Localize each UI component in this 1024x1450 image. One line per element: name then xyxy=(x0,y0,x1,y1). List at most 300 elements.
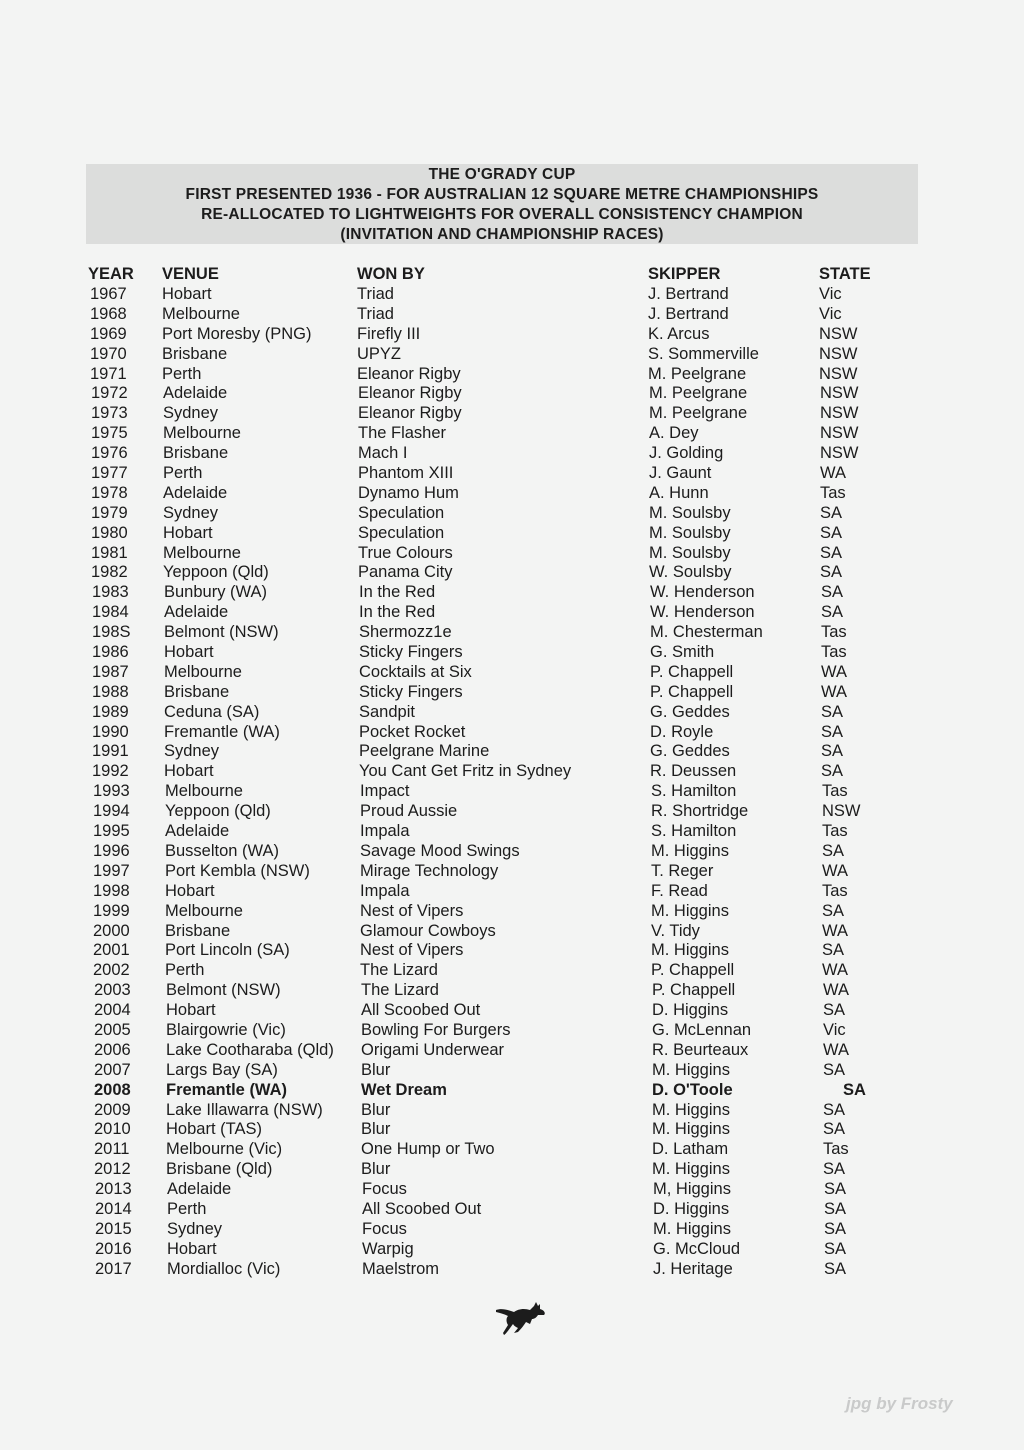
cell-won-by: Focus xyxy=(362,1180,407,1199)
cell-state: NSW xyxy=(820,404,859,423)
table-row xyxy=(88,862,918,882)
table-row xyxy=(88,404,918,424)
cell-won-by: Eleanor Rigby xyxy=(358,384,462,403)
cell-won-by: Maelstrom xyxy=(362,1259,440,1278)
cell-venue: Melbourne xyxy=(165,901,243,920)
cell-venue: Port Moresby (PNG) xyxy=(162,324,312,343)
cell-state: SA xyxy=(824,1259,847,1278)
cell-skipper: J. Heritage xyxy=(653,1259,733,1278)
cell-skipper: V. Tidy xyxy=(651,921,700,940)
cell-won-by: Eleanor Rigby xyxy=(358,404,462,423)
cell-won-by: The Lizard xyxy=(361,981,439,1000)
table-row xyxy=(88,762,918,782)
table-row xyxy=(88,981,918,1001)
cell-skipper: K. Arcus xyxy=(648,324,710,343)
cell-state: SA xyxy=(820,563,843,582)
cell-year: 2010 xyxy=(94,1120,131,1139)
table-row xyxy=(88,1081,918,1101)
cell-year: 2011 xyxy=(94,1140,130,1159)
cell-state: Vic xyxy=(819,285,842,303)
cell-state: Tas xyxy=(820,483,846,502)
cell-venue: Hobart xyxy=(163,523,213,542)
table-row xyxy=(88,1260,918,1280)
cell-year: 1981 xyxy=(91,543,128,562)
cell-skipper: G. McCloud xyxy=(653,1239,741,1258)
cell-skipper: D. O'Toole xyxy=(652,1080,733,1099)
table-row xyxy=(88,1041,918,1061)
cell-state: NSW xyxy=(819,364,858,383)
table-row xyxy=(88,961,918,981)
kangaroo-icon xyxy=(494,1300,548,1336)
cell-venue: Blairgowrie (Vic) xyxy=(166,1020,286,1039)
table-row xyxy=(88,1200,918,1220)
cell-skipper: M. Higgins xyxy=(652,1120,730,1139)
cell-venue: Hobart xyxy=(164,762,214,781)
table-row xyxy=(88,1240,918,1260)
cell-year: 2007 xyxy=(94,1060,131,1079)
cell-year: 1992 xyxy=(92,762,129,781)
cell-year: 1989 xyxy=(92,702,129,721)
cell-year: 1998 xyxy=(93,881,130,900)
cell-skipper: P. Chappell xyxy=(650,662,734,681)
cell-won-by: Impact xyxy=(360,782,410,801)
cell-year: 2004 xyxy=(94,1001,131,1020)
column-header-won-by: WON BY xyxy=(357,265,425,283)
cell-skipper: J. Golding xyxy=(649,444,724,463)
cell-state: Tas xyxy=(822,782,848,801)
cell-venue: Brisbane xyxy=(164,682,230,701)
table-row xyxy=(88,623,918,643)
table-row xyxy=(88,563,918,583)
table-row xyxy=(88,504,918,524)
cell-won-by: The Flasher xyxy=(358,424,447,443)
column-header-skipper: SKIPPER xyxy=(648,265,721,283)
cell-skipper: R. Shortridge xyxy=(651,802,749,821)
cell-venue: Adelaide xyxy=(163,384,228,403)
cell-venue: Sydney xyxy=(164,742,220,761)
cell-state: SA xyxy=(824,1199,847,1218)
cell-state: WA xyxy=(822,861,848,880)
cell-won-by: Sticky Fingers xyxy=(359,682,463,701)
cell-state: SA xyxy=(822,841,845,860)
cell-year: 2006 xyxy=(94,1040,131,1059)
column-header-state: STATE xyxy=(819,265,871,283)
cell-won-by: Impala xyxy=(360,822,410,841)
cell-state: SA xyxy=(821,722,844,741)
cell-venue: Lake Illawarra (NSW) xyxy=(166,1100,323,1119)
cell-won-by: Shermozz1e xyxy=(359,623,452,642)
cell-venue: Adelaide xyxy=(165,822,230,841)
cell-won-by: Mach I xyxy=(358,444,408,463)
cell-won-by: Firefly III xyxy=(357,324,421,343)
cell-skipper: J. Gaunt xyxy=(649,464,712,483)
cell-state: SA xyxy=(821,603,844,622)
table-row xyxy=(88,325,918,345)
cell-year: 1984 xyxy=(92,603,129,622)
cell-skipper: J. Bertrand xyxy=(648,285,729,303)
cell-won-by: Nest of Vipers xyxy=(360,941,464,960)
cell-venue: Melbourne xyxy=(162,304,240,323)
cell-venue: Hobart xyxy=(164,643,214,662)
cell-state: WA xyxy=(820,464,846,483)
cell-won-by: Panama City xyxy=(358,563,453,582)
table-row xyxy=(88,1140,918,1160)
cell-venue: Mordialloc (Vic) xyxy=(167,1259,281,1278)
cell-year: 1979 xyxy=(91,503,128,522)
cell-won-by: Pocket Rocket xyxy=(359,722,466,741)
cell-state: WA xyxy=(821,662,847,681)
table-header-row xyxy=(88,264,918,285)
title-line-3: RE-ALLOCATED TO LIGHTWEIGHTS FOR OVERALL CONSISTENCY CHAMPION xyxy=(201,206,803,223)
cell-skipper: S. Sommerville xyxy=(648,344,759,363)
cell-won-by: Triad xyxy=(357,304,394,323)
cell-skipper: M. Higgins xyxy=(652,1160,730,1179)
cell-year: 2003 xyxy=(94,981,131,1000)
cell-state: SA xyxy=(824,1239,847,1258)
cell-won-by: Sandpit xyxy=(359,702,415,721)
cell-venue: Belmont (NSW) xyxy=(166,981,281,1000)
table-row xyxy=(88,1001,918,1021)
cell-venue: Perth xyxy=(163,464,203,483)
cell-state: SA xyxy=(823,1001,846,1020)
cell-venue: Melbourne xyxy=(163,543,241,562)
cell-skipper: R. Deussen xyxy=(650,762,737,781)
cell-state: SA xyxy=(821,762,844,781)
cell-year: 2001 xyxy=(93,941,130,960)
table-row xyxy=(88,902,918,922)
cell-skipper: M. Higgins xyxy=(651,841,729,860)
cell-year: 1999 xyxy=(93,901,130,920)
table-body xyxy=(88,285,918,1280)
table-row xyxy=(88,583,918,603)
table-row xyxy=(88,643,918,663)
cell-year: 1995 xyxy=(93,822,130,841)
cell-year: 1980 xyxy=(91,523,128,542)
cell-venue: Sydney xyxy=(163,404,219,423)
column-header-venue: VENUE xyxy=(162,265,219,283)
cell-year: 1988 xyxy=(92,682,129,701)
cell-state: WA xyxy=(823,981,849,1000)
cell-state: SA xyxy=(821,742,844,761)
cell-state: SA xyxy=(822,901,845,920)
cell-year: 1969 xyxy=(90,324,127,343)
cell-venue: Melbourne (Vic) xyxy=(166,1140,283,1159)
cell-won-by: In the Red xyxy=(359,583,436,602)
table-row xyxy=(88,802,918,822)
cell-year: 2000 xyxy=(93,921,130,940)
cell-won-by: Nest of Vipers xyxy=(360,901,464,920)
cell-skipper: G. Geddes xyxy=(650,742,730,761)
table-row xyxy=(88,345,918,365)
cell-skipper: G. McLennan xyxy=(652,1020,752,1039)
cell-state: SA xyxy=(824,1219,847,1238)
cell-won-by: All Scoobed Out xyxy=(362,1199,482,1218)
cell-skipper: M. Higgins xyxy=(652,1060,730,1079)
table-row xyxy=(88,742,918,762)
cell-won-by: Proud Aussie xyxy=(360,802,458,821)
cell-venue: Brisbane xyxy=(165,921,231,940)
cell-venue: Busselton (WA) xyxy=(165,841,280,860)
cell-state: Tas xyxy=(821,643,847,662)
cell-skipper: M. Higgins xyxy=(651,901,729,920)
cell-state: SA xyxy=(823,1120,846,1139)
cell-venue: Lake Cootharaba (Qld) xyxy=(166,1040,334,1059)
cell-venue: Hobart xyxy=(167,1239,217,1258)
winners-table xyxy=(88,264,918,1280)
cell-skipper: P. Chappell xyxy=(652,981,736,1000)
cell-skipper: A. Dey xyxy=(649,424,699,443)
cell-skipper: A. Hunn xyxy=(649,483,709,502)
cell-won-by: Cocktails at Six xyxy=(359,662,472,681)
cell-year: 2012 xyxy=(94,1160,131,1179)
cell-won-by: Impala xyxy=(360,881,410,900)
cell-skipper: P. Chappell xyxy=(650,682,734,701)
cell-year: 1973 xyxy=(91,404,128,423)
cell-year: 198S xyxy=(92,623,131,642)
cell-venue: Melbourne xyxy=(163,424,241,443)
table-row xyxy=(88,782,918,802)
cell-won-by: Mirage Technology xyxy=(360,861,499,880)
cell-won-by: Blur xyxy=(361,1160,391,1179)
cell-skipper: W. Soulsby xyxy=(649,563,732,582)
cell-skipper: M. Chesterman xyxy=(650,623,763,642)
table-row xyxy=(88,384,918,404)
cell-year: 2013 xyxy=(95,1180,132,1199)
cell-state: NSW xyxy=(820,444,859,463)
cell-year: 1996 xyxy=(93,841,130,860)
table-row xyxy=(88,603,918,623)
title-line-1: THE O'GRADY CUP xyxy=(428,166,576,183)
cell-state: NSW xyxy=(820,424,859,443)
cell-year: 1978 xyxy=(91,483,128,502)
cell-state: Vic xyxy=(823,1020,846,1039)
cell-won-by: Blur xyxy=(361,1060,391,1079)
table-row xyxy=(88,444,918,464)
cell-state: SA xyxy=(821,583,844,602)
cell-skipper: D. Latham xyxy=(652,1140,729,1159)
cell-skipper: G. Geddes xyxy=(650,702,730,721)
cell-year: 2014 xyxy=(95,1199,132,1218)
cell-skipper: G. Smith xyxy=(650,643,715,662)
cell-year: 1990 xyxy=(92,722,129,741)
table-row xyxy=(88,484,918,504)
table-row xyxy=(88,365,918,385)
cell-won-by: Savage Mood Swings xyxy=(360,841,520,860)
cell-won-by: UPYZ xyxy=(357,344,402,363)
cell-venue: Adelaide xyxy=(164,603,229,622)
table-row xyxy=(88,703,918,723)
cell-venue: Port Kembla (NSW) xyxy=(165,861,310,880)
cell-state: Tas xyxy=(822,822,848,841)
cell-skipper: T. Reger xyxy=(651,861,714,880)
cell-won-by: Dynamo Hum xyxy=(358,483,459,502)
cell-year: 2015 xyxy=(95,1219,132,1238)
cell-year: 1997 xyxy=(93,861,130,880)
cell-won-by: All Scoobed Out xyxy=(361,1001,481,1020)
cell-year: 1994 xyxy=(93,802,130,821)
cell-venue: Sydney xyxy=(163,503,219,522)
cell-year: 1967 xyxy=(90,285,127,303)
table-row xyxy=(88,842,918,862)
cell-venue: Ceduna (SA) xyxy=(164,702,260,721)
cell-venue: Sydney xyxy=(167,1219,223,1238)
cell-state: NSW xyxy=(820,384,859,403)
cell-venue: Brisbane xyxy=(163,444,229,463)
cell-state: WA xyxy=(823,1040,849,1059)
cell-year: 2005 xyxy=(94,1020,131,1039)
cell-venue: Perth xyxy=(162,364,202,383)
cell-skipper: D. Higgins xyxy=(653,1199,730,1218)
title-line-4: (INVITATION AND CHAMPIONSHIP RACES) xyxy=(340,226,664,243)
column-header-year: YEAR xyxy=(88,265,134,283)
cell-won-by: Speculation xyxy=(358,503,445,522)
table-row xyxy=(88,922,918,942)
cell-year: 1982 xyxy=(91,563,128,582)
cell-won-by: You Cant Get Fritz in Sydney xyxy=(359,762,572,781)
cell-year: 1993 xyxy=(93,782,130,801)
cell-won-by: Phantom XIII xyxy=(358,464,454,483)
cell-venue: Hobart xyxy=(166,1001,216,1020)
cell-state: NSW xyxy=(819,324,858,343)
cell-skipper: J. Bertrand xyxy=(648,304,729,323)
cell-skipper: D. Royle xyxy=(650,722,714,741)
cell-year: 1991 xyxy=(92,742,129,761)
cell-state: SA xyxy=(823,1060,846,1079)
cell-venue: Brisbane xyxy=(162,344,228,363)
cell-venue: Belmont (NSW) xyxy=(164,623,279,642)
cell-state: SA xyxy=(823,1100,846,1119)
cell-venue: Hobart xyxy=(162,285,212,303)
cell-year: 1972 xyxy=(91,384,128,403)
table-row xyxy=(88,305,918,325)
cell-venue: Perth xyxy=(165,961,205,980)
cell-state: WA xyxy=(822,961,848,980)
cell-year: 2017 xyxy=(95,1259,132,1278)
table-row xyxy=(88,285,918,305)
cell-skipper: M. Peelgrane xyxy=(649,384,748,403)
cell-venue: Melbourne xyxy=(164,662,242,681)
cell-state: SA xyxy=(843,1080,866,1099)
cell-venue: Adelaide xyxy=(167,1180,232,1199)
cell-year: 1971 xyxy=(90,364,127,383)
cell-venue: Largs Bay (SA) xyxy=(166,1060,278,1079)
cell-won-by: Sticky Fingers xyxy=(359,643,463,662)
cell-skipper: M. Peelgrane xyxy=(648,364,747,383)
cell-state: SA xyxy=(820,503,843,522)
cell-won-by: The Lizard xyxy=(360,961,438,980)
cell-year: 1970 xyxy=(90,344,127,363)
cell-skipper: R. Beurteaux xyxy=(652,1040,749,1059)
title-line-2: FIRST PRESENTED 1936 - FOR AUSTRALIAN 12 SQUARE METRE CHAMPIONSHIPS xyxy=(185,186,819,203)
table-row xyxy=(88,822,918,842)
cell-year: 2009 xyxy=(94,1100,131,1119)
cell-won-by: Bowling For Burgers xyxy=(361,1020,511,1039)
cell-venue: Hobart (TAS) xyxy=(166,1120,262,1139)
cell-venue: Hobart xyxy=(165,881,215,900)
cell-skipper: M. Soulsby xyxy=(649,543,731,562)
cell-skipper: D. Higgins xyxy=(652,1001,729,1020)
cell-venue: Port Lincoln (SA) xyxy=(165,941,290,960)
table-row xyxy=(88,544,918,564)
cell-skipper: M. Higgins xyxy=(653,1219,731,1238)
cell-state: Vic xyxy=(819,304,842,323)
cell-venue: Yeppoon (Qld) xyxy=(165,802,271,821)
cell-venue: Brisbane (Qld) xyxy=(166,1160,273,1179)
cell-venue: Yeppoon (Qld) xyxy=(163,563,269,582)
cell-won-by: In the Red xyxy=(359,603,436,622)
cell-state: SA xyxy=(824,1180,847,1199)
cell-skipper: S. Hamilton xyxy=(651,822,737,841)
table-row xyxy=(88,663,918,683)
cell-skipper: P. Chappell xyxy=(651,961,735,980)
table-row xyxy=(88,882,918,902)
cell-state: SA xyxy=(822,941,845,960)
table-row xyxy=(88,424,918,444)
cell-won-by: Warpig xyxy=(362,1239,414,1258)
cell-won-by: Focus xyxy=(362,1219,407,1238)
cell-venue: Perth xyxy=(167,1199,207,1218)
cell-won-by: Eleanor Rigby xyxy=(357,364,461,383)
cell-won-by: Triad xyxy=(357,285,394,303)
cell-won-by: Blur xyxy=(361,1120,391,1139)
table-row xyxy=(88,1061,918,1081)
photo-credit: jpg by Frosty xyxy=(846,1394,953,1413)
cell-year: 1987 xyxy=(92,662,129,681)
cell-skipper: M. Higgins xyxy=(652,1100,730,1119)
cell-won-by: Speculation xyxy=(358,523,445,542)
cell-year: 2002 xyxy=(93,961,130,980)
cell-venue: Fremantle (WA) xyxy=(164,722,280,741)
cell-state: Tas xyxy=(823,1140,849,1159)
table-row xyxy=(88,1120,918,1140)
cell-skipper: W. Henderson xyxy=(650,603,755,622)
table-row xyxy=(88,941,918,961)
cell-state: SA xyxy=(823,1160,846,1179)
cell-skipper: W. Henderson xyxy=(650,583,755,602)
cell-won-by: Glamour Cowboys xyxy=(360,921,496,940)
cell-won-by: True Colours xyxy=(358,543,453,562)
cell-skipper: M. Peelgrane xyxy=(649,404,748,423)
cell-won-by: Wet Dream xyxy=(361,1080,447,1099)
cell-skipper: S. Hamilton xyxy=(651,782,737,801)
cell-year: 1968 xyxy=(90,304,127,323)
cell-year: 2016 xyxy=(95,1239,132,1258)
cell-state: WA xyxy=(821,682,847,701)
cell-state: SA xyxy=(821,702,844,721)
cell-skipper: M. Soulsby xyxy=(649,503,731,522)
cell-won-by: Peelgrane Marine xyxy=(359,742,490,761)
cell-state: SA xyxy=(820,543,843,562)
table-row xyxy=(88,1180,918,1200)
cell-venue: Melbourne xyxy=(165,782,243,801)
cell-skipper: F. Read xyxy=(651,881,708,900)
cell-year: 1986 xyxy=(92,643,129,662)
cell-venue: Bunbury (WA) xyxy=(164,583,267,602)
table-row xyxy=(88,1021,918,1041)
cell-skipper: M. Soulsby xyxy=(649,523,731,542)
cell-year: 2008 xyxy=(94,1080,131,1099)
table-row xyxy=(88,1101,918,1121)
cell-venue: Adelaide xyxy=(163,483,228,502)
cell-won-by: One Hump or Two xyxy=(361,1140,495,1159)
cell-year: 1977 xyxy=(91,464,128,483)
cell-won-by: Blur xyxy=(361,1100,391,1119)
cell-skipper: M. Higgins xyxy=(651,941,729,960)
title-banner xyxy=(86,164,918,244)
table-row xyxy=(88,524,918,544)
cell-state: WA xyxy=(822,921,848,940)
cell-year: 1975 xyxy=(91,424,128,443)
